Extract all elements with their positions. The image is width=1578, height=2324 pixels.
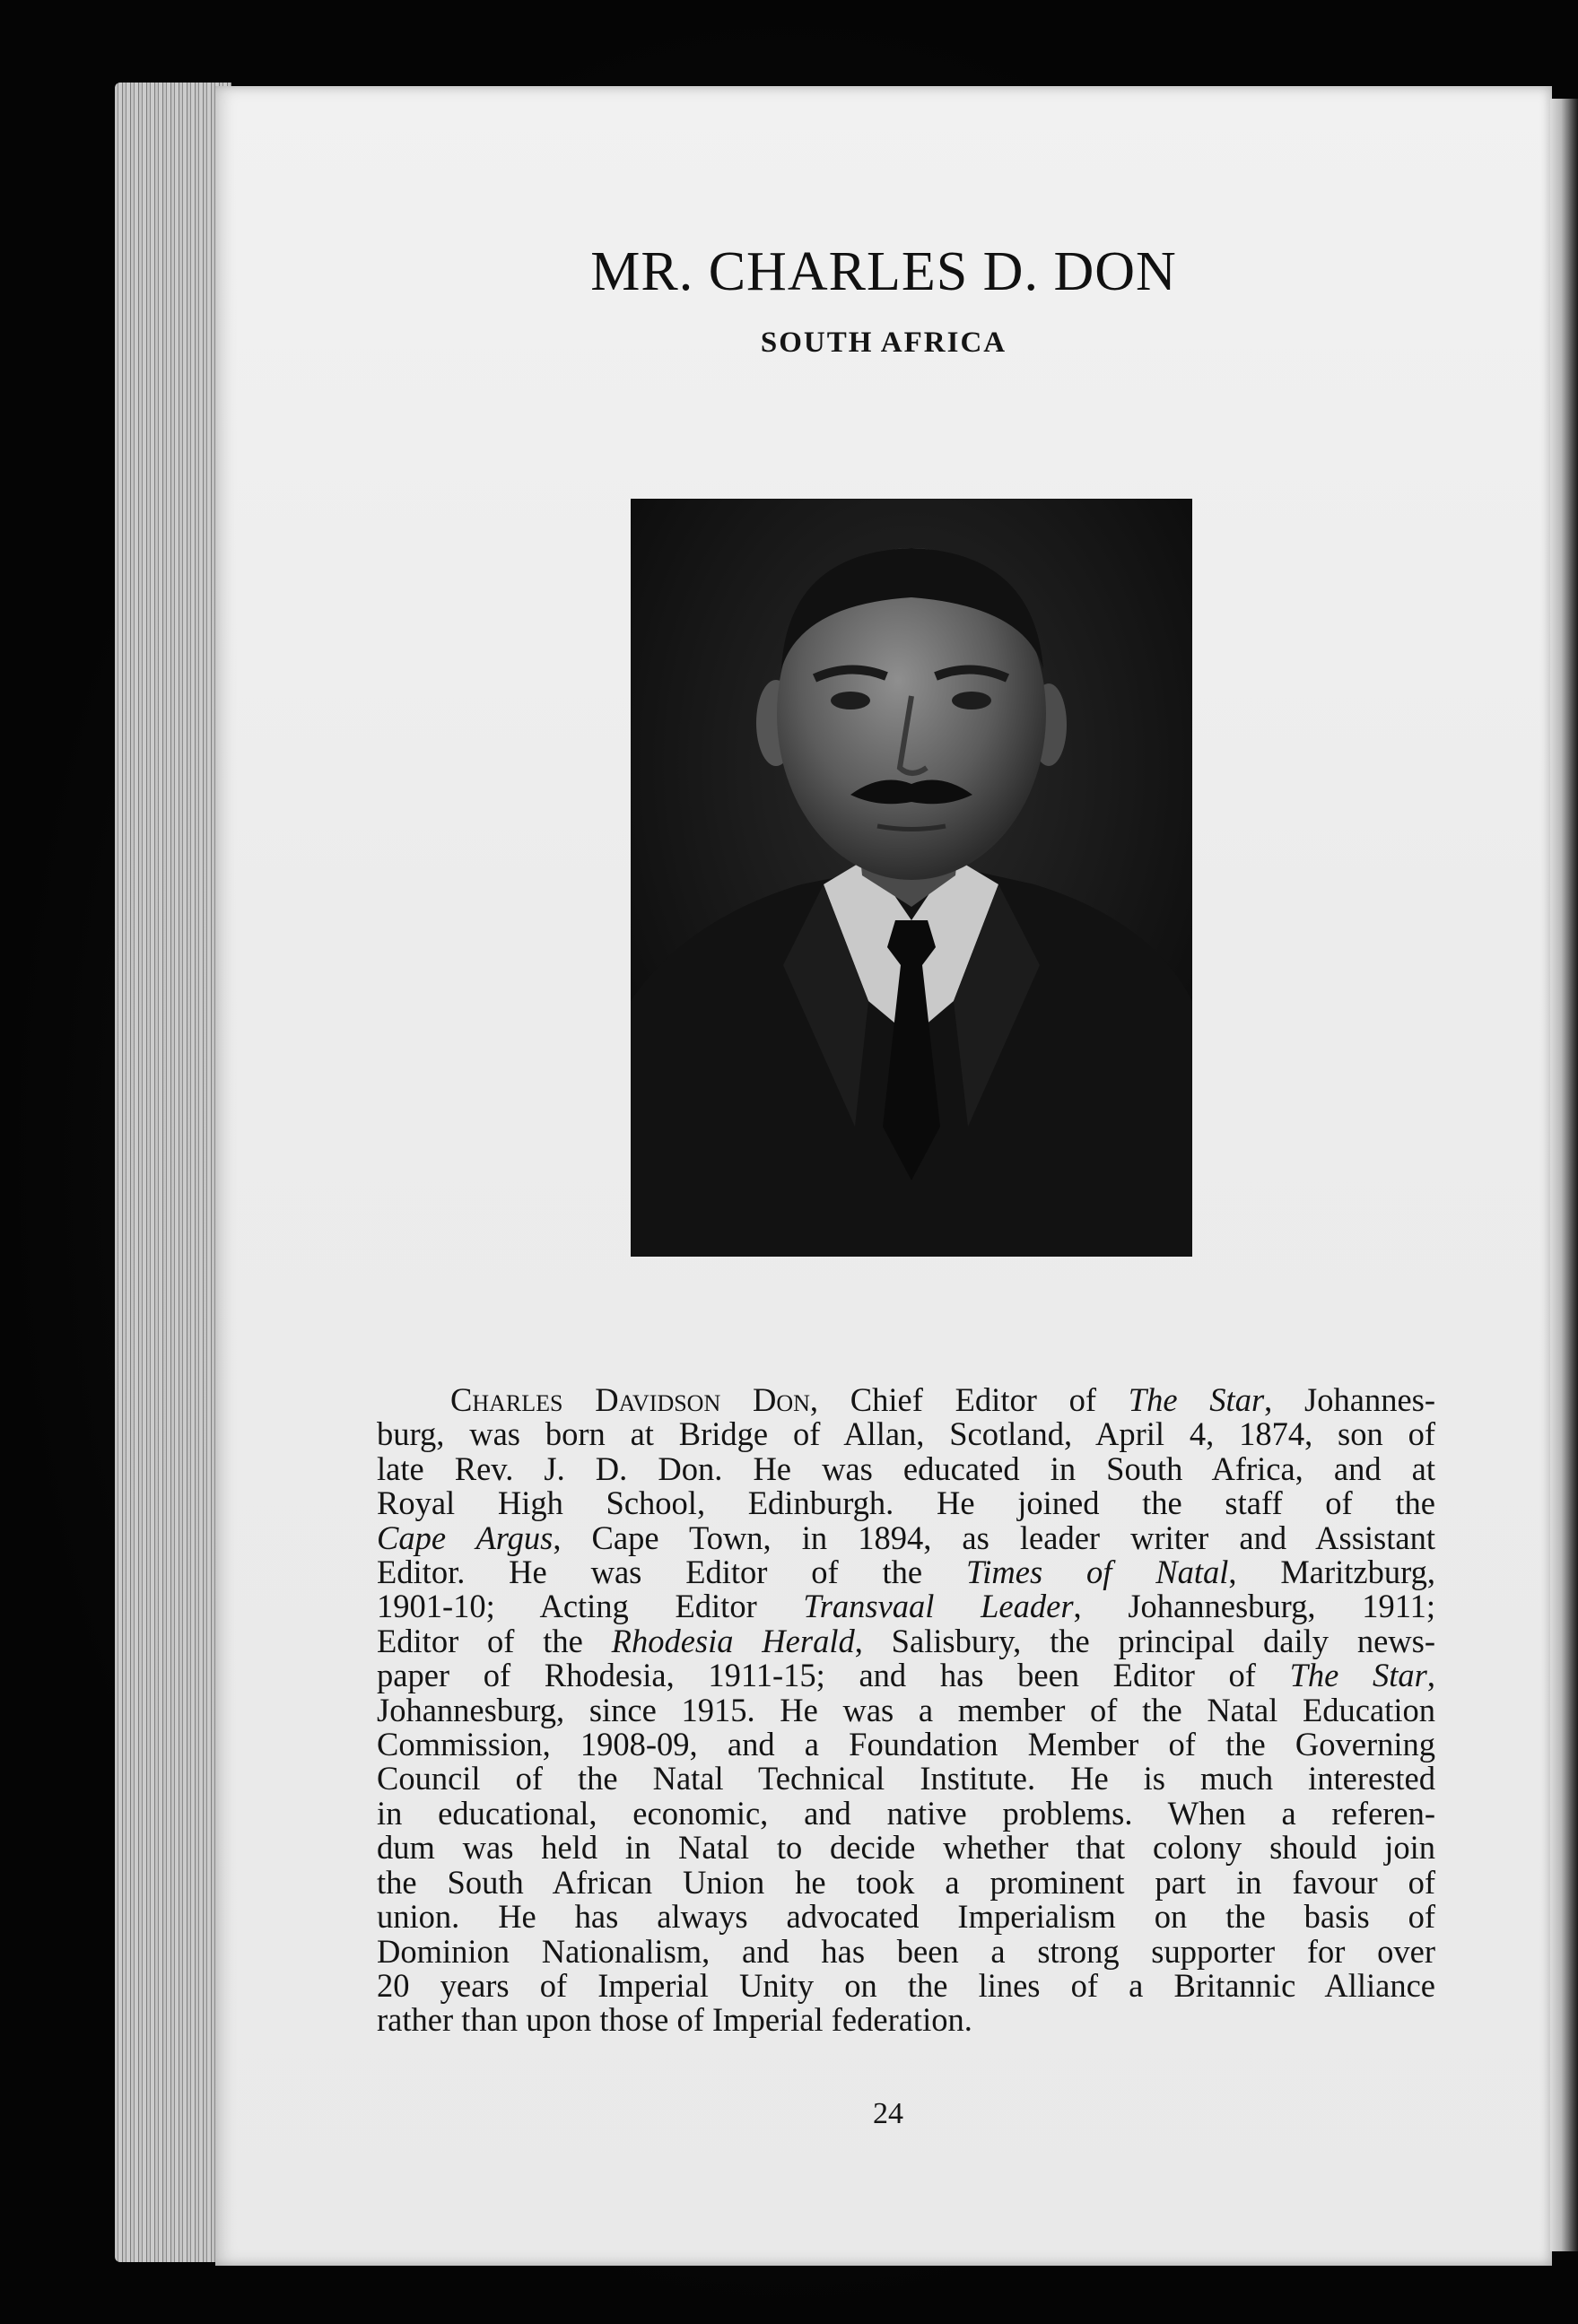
bio-italic-text: The Star — [1128, 1381, 1265, 1418]
page-number: 24 — [873, 2097, 903, 2130]
portrait-photo — [631, 499, 1192, 1257]
bio-line — [377, 1521, 1435, 1555]
bio-line — [377, 1831, 1435, 1865]
bio-text: Editor of the — [377, 1622, 612, 1659]
bio-line — [377, 2003, 1435, 2037]
bio-text: Royal High School, Edinburgh. He joined the staff of the — [377, 1484, 1435, 1522]
page-stack-edges — [115, 83, 231, 2262]
bio-line — [377, 1794, 1435, 1832]
bio-text: burg, was born at Bridge of Allan, Scotland, April 4, 1874, son of — [377, 1415, 1435, 1453]
bio-line — [377, 1966, 1435, 2004]
bio-line — [377, 1417, 1435, 1451]
bio-text: , Maritzburg, — [1228, 1554, 1435, 1591]
bio-text: Johannesburg, since 1915. He was a member of the Natal Education — [377, 1691, 1435, 1728]
bio-text: the South African Union he took a prominent part in favour of — [377, 1863, 1435, 1901]
bio-italic-text: Times of Natal — [965, 1554, 1229, 1591]
bio-line — [377, 1449, 1435, 1487]
bio-text: in educational, economic, and native problems. When a referen- — [377, 1794, 1435, 1832]
bio-text: union. He has always advocated Imperialism on the basis of — [377, 1898, 1435, 1936]
bio-italic-text: The Star — [1289, 1657, 1427, 1694]
bio-line — [377, 1900, 1435, 1934]
bio-text: , — [1426, 1657, 1435, 1694]
page-subtitle: SOUTH AFRICA — [760, 326, 1007, 359]
bio-line — [377, 1486, 1435, 1520]
bio-text: , Cape Town, in 1894, as leader writer and Assistant — [553, 1519, 1435, 1556]
bio-line — [377, 1863, 1435, 1901]
bio-line — [377, 1728, 1435, 1762]
bio-text: late Rev. J. D. Don. He was educated in South Africa, and at — [377, 1449, 1435, 1487]
bio-line — [377, 1589, 1435, 1623]
bio-text: , Johannes- — [1264, 1381, 1436, 1418]
bio-text: 20 years of Imperial Unity on the lines of a Britannic Alliance — [377, 1966, 1435, 2004]
bio-line — [377, 1762, 1435, 1796]
bio-text: dum was held in Natal to decide whether that colony should join — [377, 1829, 1435, 1867]
page-title: MR. CHARLES D. DON — [590, 241, 1177, 302]
page-right-edge — [1550, 99, 1578, 2251]
bio-text: rather than upon those of Imperial federation. — [377, 2001, 972, 2039]
bio-line — [377, 1693, 1435, 1728]
portrait-image — [631, 499, 1192, 1257]
bio-text: Commission, 1908-09, and a Foundation Member of the Governing — [377, 1726, 1435, 1763]
bio-text: 1901-10; Acting Editor — [377, 1588, 804, 1625]
bio-text: paper of Rhodesia, 1911-15; and has been Editor of — [377, 1657, 1290, 1694]
bio-text: Editor. He was Editor of the — [377, 1554, 966, 1591]
bio-italic-text: Cape Argus — [377, 1519, 554, 1556]
bio-name-smallcaps: Charles Davidson Don — [450, 1381, 810, 1418]
bio-text: Council of the Natal Technical Institute. He is much interested — [377, 1760, 1435, 1797]
bio-line — [377, 1383, 1435, 1417]
bio-line — [377, 1658, 1435, 1693]
bio-text: Dominion Nationalism, and has been a strong supporter for over — [377, 1932, 1435, 1970]
bio-text: , Johannesburg, 1911; — [1073, 1588, 1435, 1625]
bio-text: , Salisbury, the principal daily news- — [854, 1622, 1435, 1659]
bio-text: , Chief Editor of — [809, 1381, 1129, 1418]
bio-line — [377, 1624, 1435, 1658]
bio-line — [377, 1555, 1435, 1589]
bio-italic-text: Transvaal Leader — [803, 1588, 1074, 1625]
biography-text — [377, 1383, 1435, 2038]
bio-italic-text: Rhodesia Herald — [611, 1622, 855, 1659]
bio-line — [377, 1932, 1435, 1970]
